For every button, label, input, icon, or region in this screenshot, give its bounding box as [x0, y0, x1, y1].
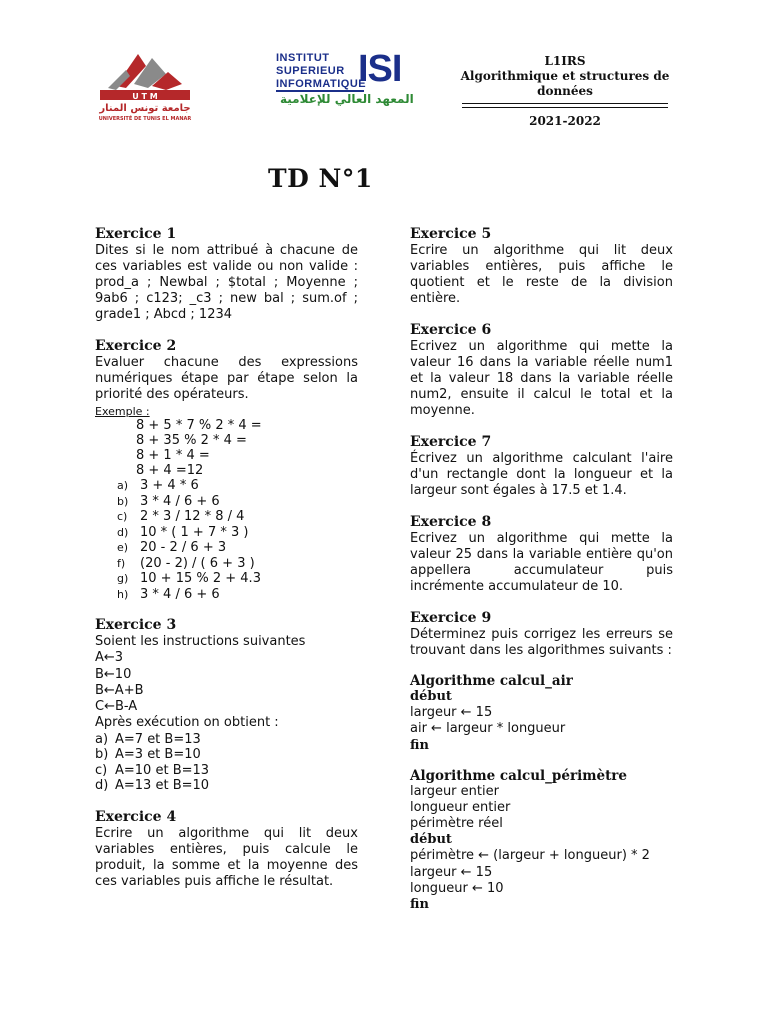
option-label: c)	[95, 762, 108, 778]
algorithm-title: Algorithme calcul_périmètre	[410, 767, 628, 784]
option-label: b)	[95, 747, 109, 763]
exercise-5	[410, 226, 673, 307]
answer-option	[95, 732, 358, 748]
expression-item	[117, 494, 358, 510]
algorithm-declaration: périmètre réel	[410, 816, 503, 832]
option-label: a)	[95, 731, 109, 747]
course-divider	[462, 103, 668, 108]
left-column	[95, 226, 358, 905]
item-label: e)	[117, 541, 129, 554]
option-label: d)	[95, 778, 109, 794]
isi-logo-arabic: المعهد العالي للإعلامية	[280, 92, 414, 106]
algorithm-block	[410, 768, 673, 914]
algorithm-end: fin	[410, 737, 429, 753]
item-label: g)	[117, 572, 129, 585]
exercise-title: Exercice 4	[95, 808, 177, 825]
algorithm-declaration: longueur entier	[410, 799, 511, 815]
option-text: A=7 et B=13	[115, 731, 201, 747]
exercise-6	[410, 322, 673, 419]
utm-logo	[86, 44, 204, 122]
expression-item	[117, 556, 358, 572]
exercise-intro: Soient les instructions suivantes	[95, 634, 306, 649]
expression-item	[117, 587, 358, 603]
result-intro: Après exécution on obtient :	[95, 715, 279, 731]
exercise-text: Dites si le nom attribué à chacune de ces variables est valide ou non valide : prod_a ; Newbal ; $total ; Moyenne ; 9ab6 ; c123; _c3 ; new bal ; sum.of ; grade1 ; Abcd ; 1234	[95, 243, 358, 322]
instruction-line: A←3	[95, 650, 124, 666]
exercise-4	[95, 809, 358, 890]
exercise-title: Exercice 2	[95, 338, 177, 354]
algorithm-line: périmètre ← (largeur + longueur) * 2	[410, 848, 650, 864]
item-expression: 2 * 3 / 12 * 8 / 4	[140, 509, 245, 524]
exercise-3	[95, 617, 358, 794]
algorithm-line: longueur ← 10	[410, 881, 504, 897]
item-expression: 10 + 15 % 2 + 4.3	[140, 571, 261, 586]
exercise-2	[95, 338, 358, 602]
expression-item	[117, 525, 358, 541]
item-expression: 3 * 4 / 6 + 6	[140, 586, 220, 602]
algorithm-block	[410, 673, 673, 754]
item-label: a)	[117, 479, 129, 492]
example-step: 8 + 1 * 4 =	[136, 448, 210, 463]
algorithm-declaration: largeur entier	[410, 783, 499, 799]
utm-logo-letters: U T M	[132, 92, 158, 101]
item-label: c)	[117, 510, 128, 523]
exercise-text: Ecrire un algorithme qui lit deux variables entières, puis calcule le produit, la somme et la moyenne des ces variables puis affiche le résultat.	[95, 825, 358, 889]
utm-logo-arabic: جامعة تونس المنار	[99, 103, 191, 114]
right-column	[410, 226, 673, 928]
expression-item	[117, 571, 358, 587]
option-text: A=13 et B=10	[115, 778, 210, 794]
exercise-text: Ecrire un algorithme qui lit deux variables entières, puis affiche le quotient et le reste de la division entière.	[410, 243, 673, 306]
exercise-text: Écrivez un algorithme calculant l'aire d'un rectangle dont la longueur et la largeur sont égales à 17.5 et 1.4.	[410, 451, 673, 498]
example-step: 8 + 5 * 7 % 2 * 4 =	[136, 418, 262, 433]
utm-logo-latin: UNIVERSITÉ DE TUNIS EL MANAR	[98, 116, 192, 122]
algorithm-end: fin	[410, 897, 429, 913]
option-text: A=10 et B=13	[115, 762, 210, 778]
exercise-title: Exercice 1	[95, 226, 177, 242]
isi-logo-lines	[276, 52, 367, 91]
example-step: 8 + 4 =12	[136, 463, 204, 478]
expression-item	[117, 478, 358, 494]
course-info	[448, 54, 682, 129]
item-expression: (20 - 2) / ( 6 + 3 )	[140, 555, 255, 571]
exercise-title: Exercice 8	[410, 514, 492, 530]
isi-logo-line-2: SUPERIEUR	[276, 65, 345, 77]
option-text: A=3 et B=10	[115, 747, 201, 763]
expression-item	[117, 540, 358, 556]
exercise-7	[410, 434, 673, 499]
answer-option	[95, 747, 358, 763]
exercise-title: Exercice 7	[410, 434, 492, 450]
exercise-title: Exercice 5	[410, 226, 492, 242]
answer-option	[95, 778, 358, 794]
page-title: TD N°1	[268, 164, 373, 193]
algorithm-line: largeur ← 15	[410, 705, 493, 720]
exercise-text: Ecrivez un algorithme qui mette la valeur 25 dans la variable entière qu'on appellera accumulateur puis incrémente accumulateur de 10.	[410, 531, 673, 594]
isi-logo-initials: ISI	[358, 48, 402, 90]
algorithm-line: largeur ← 15	[410, 864, 493, 880]
expression-item	[117, 509, 358, 525]
isi-logo-line-1: INSTITUT	[276, 52, 330, 64]
answer-option	[95, 763, 358, 779]
algorithm-begin: début	[410, 689, 452, 704]
course-code: L1IRS	[544, 54, 586, 68]
item-expression: 20 - 2 / 6 + 3	[140, 540, 227, 555]
item-label: f)	[117, 556, 126, 570]
instruction-line: B←A+B	[95, 682, 144, 698]
algorithm-begin: début	[410, 832, 452, 848]
exercise-8	[410, 514, 673, 595]
algorithm-line: air ← largeur * longueur	[410, 721, 566, 737]
isi-logo	[276, 48, 414, 108]
example-label: Exemple :	[95, 405, 150, 418]
item-expression: 3 + 4 * 6	[140, 478, 199, 493]
exercise-1	[95, 226, 358, 323]
instruction-line: C←B-A	[95, 699, 138, 715]
item-label: h)	[117, 587, 129, 601]
instruction-line: B←10	[95, 666, 132, 682]
algorithm-title: Algorithme calcul_air	[410, 673, 573, 689]
item-label: b)	[117, 494, 129, 508]
exercise-title: Exercice 9	[410, 610, 492, 626]
exercise-text: Déterminez puis corrigez les erreurs se trouvant dans les algorithmes suivants :	[410, 627, 673, 658]
academic-year: 2021-2022	[529, 114, 601, 128]
example-step: 8 + 35 % 2 * 4 =	[136, 433, 247, 448]
exercise-title: Exercice 3	[95, 617, 177, 633]
item-expression: 10 * ( 1 + 7 * 3 )	[140, 524, 249, 540]
exercise-text: Evaluer chacune des expressions numériques étape par étape selon la priorité des opérateurs.	[95, 355, 358, 402]
item-expression: 3 * 4 / 6 + 6	[140, 493, 220, 509]
course-name: Algorithmique et structures de données	[460, 69, 670, 98]
isi-logo-line-3: INFORMATIQUE	[276, 78, 367, 90]
exercise-9	[410, 610, 673, 913]
exercise-text: Ecrivez un algorithme qui mette la valeur 16 dans la variable réelle num1 et la valeur 18 dans la variable réelle num2, ensuite il calcul le total et la moyenne.	[410, 339, 673, 418]
exercise-title: Exercice 6	[410, 322, 492, 338]
item-label: d)	[117, 525, 129, 539]
